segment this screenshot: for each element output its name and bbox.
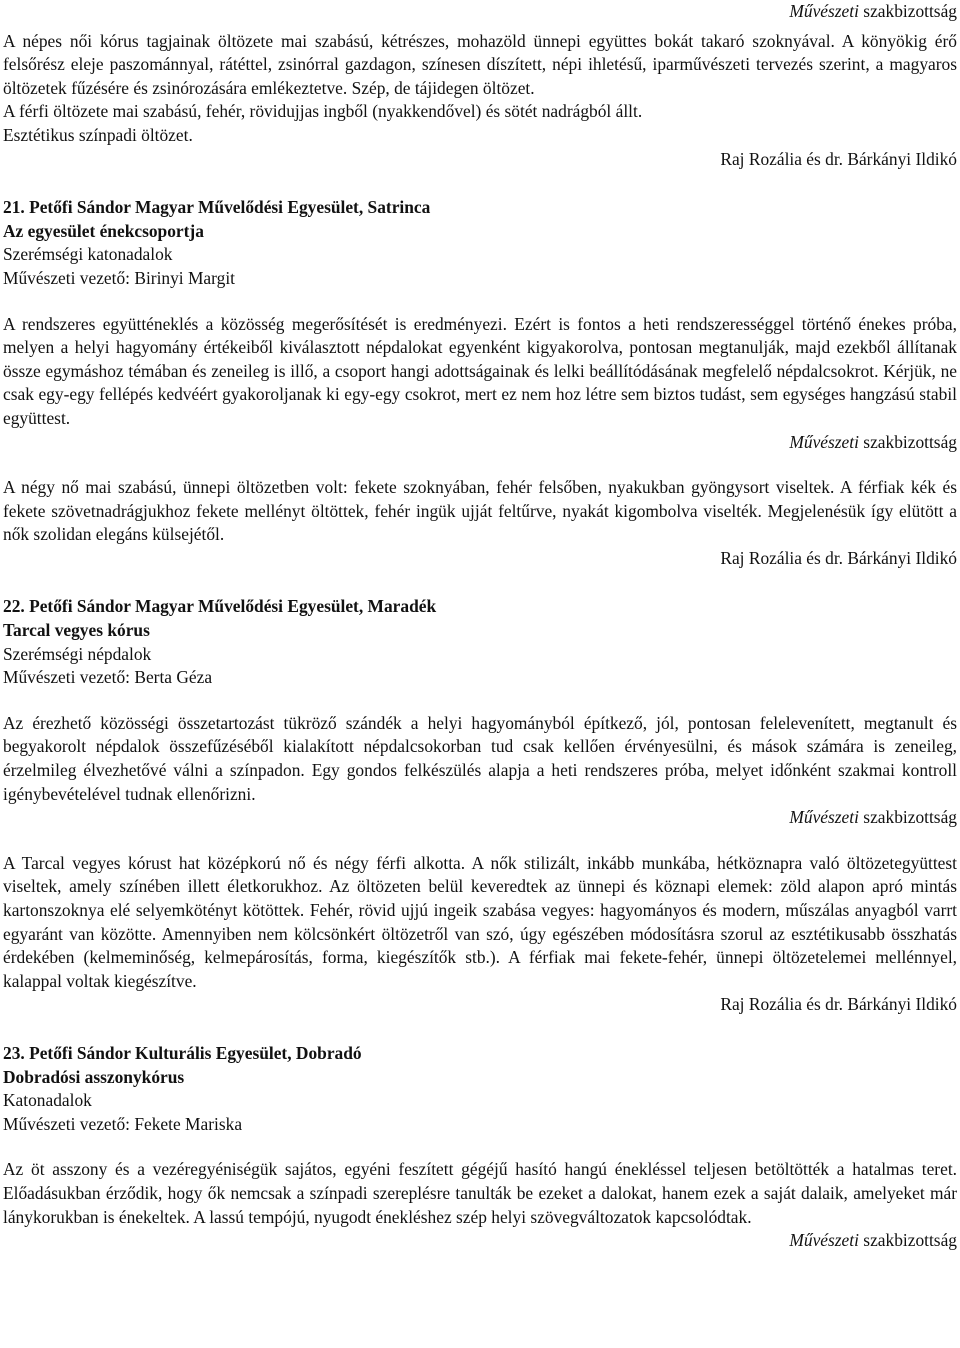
section-costume-signature: Raj Rozália és dr. Bárkányi Ildikó [720,547,957,568]
intro-paragraph-aesthetic: Esztétikus színpadi öltözet. [3,124,193,145]
section-group-name: Dobradósi asszonykórus [3,1066,185,1087]
section-22 [3,595,957,1017]
section-evaluation-paragraph: Az érezhető közösségi összetartozást tükröző szándék a helyi hagyományból építkező, jól, pontosan felelevenített, megtanult és begyakorolt népdalok összefűzéséből kialakított népdalcsokorban tud csak kellően érvényesülni, és mások számára is zeneileg, érzelmileg élvezhetővé válni a színpadon. Egy gondos felkészülés alapja a heti rendszeres próba, melyet időnként szakmai kontroll igénybevételével tudnak ellenőrizni. [3,712,957,804]
intro-paragraph-costume-men: A férfi öltözete mai szabású, fehér, rövidujjas ingből (nyakkendővel) és sötét nadrágból állt. [3,101,643,122]
section-title: 23. Petőfi Sándor Kulturális Egyesület, Dobradó [3,1042,362,1063]
signature-italic-part: Művészeti [789,807,859,828]
section-21 [3,196,957,570]
section-group-name: Tarcal vegyes kórus [3,620,150,641]
signature-rest-part: szakbizottság [858,807,957,828]
section-evaluation-paragraph: A rendszeres együtténeklés a közösség megerősítését is eredményezi. Ezért is fontos a heti rendszerességgel történő énekes próba, melyen a helyi hagyomány értékeiből kiválasztott népdalokat egyenként kigyakorolva, pontosan megtanulják, majd ezekből állítanak össze egymáshoz témában és zeneileg is illő, a csoport hangi adottságainak és lelki beállítódásának megfelelő népdalcsokrot. Kérjük, ne csak egy-egy fellépés kedvéért gyakoroljanak ki egy-egy csokrot, mert ez nem hoz létre sem biztos tudást, sem egységes hangzású stabil együttest. [3,313,957,428]
section-program: Szerémségi népdalok [3,643,152,664]
document-page [3,0,957,1253]
signature-italic-part: Művészeti [789,1230,859,1251]
section-committee-signature [3,431,957,455]
signature-italic-part: Művészeti [789,431,859,452]
section-costume-paragraph: A négy nő mai szabású, ünnepi öltözetben volt: fekete szoknyában, fehér felsőben, nyakukban gyöngysort viseltek. A férfiak kék és fekete szövetnadrágjukhoz fekete mellényt öltöttek, fehér ingük ujját feltűrve, nyakát kigombolva viselték. Megjelenésük így elütött a nők szolidan elegáns külsejétől. [3,477,957,545]
section-committee-signature [3,1229,957,1253]
section-costume-paragraph: A Tarcal vegyes kórust hat középkorú nő és négy férfi alkotta. A nők stilizált, inkább munkába, hétköznapra való öltözetegyüttest viseltek, amely színében illett életkorukhoz. Az öltözeten belül keveredtek az ünnepi és köznapi elemek: zöld alapon apró mintás kartonszoknya elé selyemkötényt kötöttek. Fehér, rövid ujjú ingeik szabása vegyes: hagyományos és modern, műszálas anyagból varrt egyaránt van közötte. Amennyiben nem kölcsönkért öltözetről van szó, úgy egészében módosításra szorul az esztétikusabb összhatás érdekében (kelmeminőség, kelmepárosítás, forma, kiegészítők stb.). A férfiak mai fekete-fehér, ünnepi öltözetelemei mellénnyel, kalappal voltak kiegészítve. [3,852,957,991]
intro-paragraph-costume-women: A népes női kórus tagjainak öltözete mai szabású, kétrészes, mohazöld ünnepi együttes bokát takaró szoknyával. A könyökig érő felsőrész eleje paszománnyal, rátéttel, zsinórral gazdagon, színesen díszített, népi ihletésű, iparművészeti tervezés szerint, a magyaros öltözetek fűzésére és zsinórozására emlékeztetve. Szép, de tájidegen öltözet. [3,30,957,98]
section-committee-signature [3,806,957,830]
section-title: 21. Petőfi Sándor Magyar Művelődési Egyesület, Satrinca [3,197,431,218]
section-program: Katonadalok [3,1090,92,1111]
section-23 [3,1042,957,1253]
section-leader: Művészeti vezető: Birinyi Margit [3,267,235,288]
section-costume-signature: Raj Rozália és dr. Bárkányi Ildikó [720,994,957,1015]
section-leader: Művészeti vezető: Fekete Mariska [3,1113,243,1134]
signature-italic-part: Művészeti [789,1,859,21]
section-evaluation-paragraph: Az öt asszony és a vezéregyéniségük sajátos, egyéni feszített gégéjű hasító hangú énekléssel teljesen betöltötték a hatalmas teret. Előadásukban érződik, hogy ők nemcsak a színpadi szereplésre tanulták be ezeket a dalokat, hanem ezek a saját dalaik, amelyeket már lánykorukban is énekeltek. A lassú tempójú, nyugodt énekléshez szép helyi szövegváltozatok kapcsolódtak. [3,1159,957,1227]
signature-rest-part: szakbizottság [858,431,957,452]
signature-rest-part: szakbizottság [858,1,957,21]
intro-signature: Raj Rozália és dr. Bárkányi Ildikó [720,148,957,169]
section-title: 22. Petőfi Sándor Magyar Művelődési Egyesület, Maradék [3,596,437,617]
signature-rest-part: szakbizottság [858,1230,957,1251]
section-group-name: Az egyesület énekcsoportja [3,220,204,241]
top-signature [3,0,957,24]
section-leader: Művészeti vezető: Berta Géza [3,667,213,688]
section-program: Szerémségi katonadalok [3,244,173,265]
